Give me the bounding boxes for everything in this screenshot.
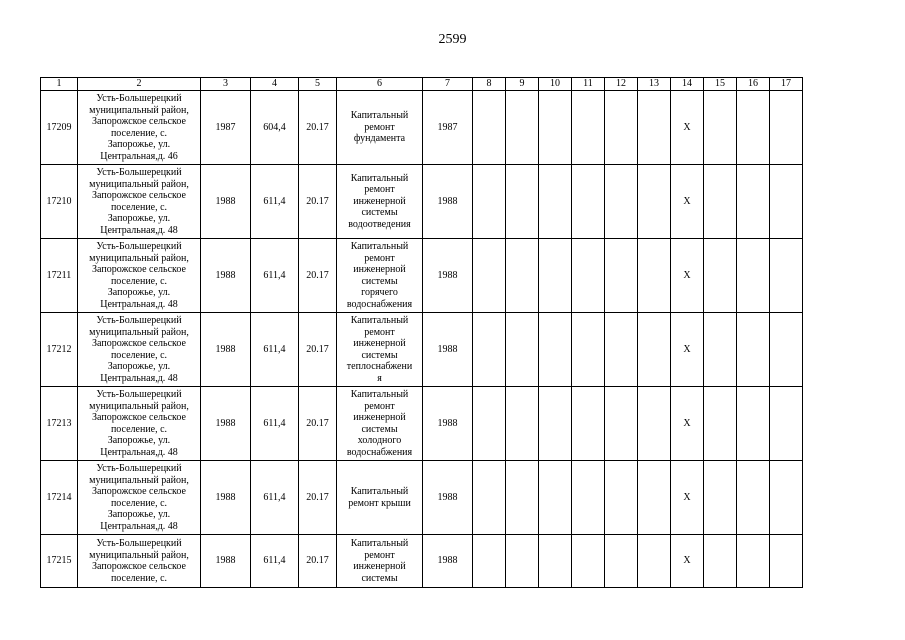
- cell-empty: [638, 239, 671, 313]
- cell-empty: [506, 461, 539, 535]
- cell-work-type: Капитальный ремонт инженерной системы водоотведения: [337, 165, 423, 239]
- column-header: 10: [539, 78, 572, 91]
- column-header: 13: [638, 78, 671, 91]
- cell-empty: [704, 313, 737, 387]
- cell-address: Усть-Большерецкий муниципальный район, Запорожское сельское поселение, с. Запорожье, ул. Центральная,д. 48: [78, 461, 201, 535]
- cell-record-id: 17209: [41, 91, 78, 165]
- cell-area: 611,4: [251, 535, 299, 588]
- cell-empty: [737, 313, 770, 387]
- cell-empty: [770, 387, 803, 461]
- cell-record-id: 17211: [41, 239, 78, 313]
- cell-work-type: Капитальный ремонт инженерной системы: [337, 535, 423, 588]
- cell-address: Усть-Большерецкий муниципальный район, Запорожское сельское поселение, с.: [78, 535, 201, 588]
- cell-area: 604,4: [251, 91, 299, 165]
- column-header: 15: [704, 78, 737, 91]
- cell-empty: [539, 91, 572, 165]
- cell-empty: [473, 165, 506, 239]
- cell-area: 611,4: [251, 239, 299, 313]
- cell-empty: [506, 535, 539, 588]
- cell-empty: [473, 461, 506, 535]
- cell-empty: [572, 313, 605, 387]
- column-header: 2: [78, 78, 201, 91]
- cell-year: 1987: [423, 91, 473, 165]
- cell-record-id: 17215: [41, 535, 78, 588]
- cell-year-built: 1988: [201, 239, 251, 313]
- cell-code: 20.17: [299, 387, 337, 461]
- cell-address: Усть-Большерецкий муниципальный район, Запорожское сельское поселение, с. Запорожье, ул. Центральная,д. 46: [78, 91, 201, 165]
- cell-empty: [539, 239, 572, 313]
- cell-year: 1988: [423, 461, 473, 535]
- cell-mark: X: [671, 239, 704, 313]
- cell-record-id: 17212: [41, 313, 78, 387]
- cell-area: 611,4: [251, 313, 299, 387]
- cell-year-built: 1988: [201, 165, 251, 239]
- cell-code: 20.17: [299, 91, 337, 165]
- cell-empty: [473, 239, 506, 313]
- column-header: 12: [605, 78, 638, 91]
- table-row: [41, 461, 803, 535]
- cell-empty: [506, 165, 539, 239]
- cell-mark: X: [671, 165, 704, 239]
- cell-work-type: Капитальный ремонт крыши: [337, 461, 423, 535]
- cell-empty: [605, 313, 638, 387]
- cell-empty: [638, 387, 671, 461]
- cell-empty: [704, 165, 737, 239]
- cell-mark: X: [671, 535, 704, 588]
- cell-empty: [473, 387, 506, 461]
- cell-empty: [704, 461, 737, 535]
- cell-code: 20.17: [299, 461, 337, 535]
- page-number: 2599: [438, 32, 467, 47]
- column-header: 7: [423, 78, 473, 91]
- column-header: 5: [299, 78, 337, 91]
- column-header: 11: [572, 78, 605, 91]
- cell-empty: [605, 387, 638, 461]
- cell-empty: [506, 387, 539, 461]
- column-header: 9: [506, 78, 539, 91]
- cell-address: Усть-Большерецкий муниципальный район, Запорожское сельское поселение, с. Запорожье, ул. Центральная,д. 48: [78, 313, 201, 387]
- cell-year: 1988: [423, 165, 473, 239]
- cell-empty: [737, 239, 770, 313]
- column-header: 14: [671, 78, 704, 91]
- cell-empty: [539, 387, 572, 461]
- cell-empty: [737, 91, 770, 165]
- cell-empty: [572, 165, 605, 239]
- cell-record-id: 17214: [41, 461, 78, 535]
- cell-empty: [770, 239, 803, 313]
- cell-code: 20.17: [299, 239, 337, 313]
- cell-work-type: Капитальный ремонт инженерной системы теплоснабжени я: [337, 313, 423, 387]
- column-header: 17: [770, 78, 803, 91]
- table-row: [41, 313, 803, 387]
- cell-address: Усть-Большерецкий муниципальный район, Запорожское сельское поселение, с. Запорожье, ул. Центральная,д. 48: [78, 239, 201, 313]
- cell-code: 20.17: [299, 165, 337, 239]
- cell-empty: [770, 313, 803, 387]
- column-header: 4: [251, 78, 299, 91]
- cell-year-built: 1988: [201, 313, 251, 387]
- column-header: 3: [201, 78, 251, 91]
- cell-empty: [605, 165, 638, 239]
- cell-empty: [638, 165, 671, 239]
- cell-empty: [737, 165, 770, 239]
- column-number-row: [41, 78, 803, 91]
- cell-empty: [704, 91, 737, 165]
- column-header: 6: [337, 78, 423, 91]
- cell-empty: [638, 313, 671, 387]
- cell-mark: X: [671, 387, 704, 461]
- cell-empty: [506, 91, 539, 165]
- cell-empty: [506, 313, 539, 387]
- cell-empty: [473, 535, 506, 588]
- cell-empty: [473, 91, 506, 165]
- cell-empty: [605, 535, 638, 588]
- cell-address: Усть-Большерецкий муниципальный район, Запорожское сельское поселение, с. Запорожье, ул. Центральная,д. 48: [78, 165, 201, 239]
- cell-empty: [605, 239, 638, 313]
- column-header: 16: [737, 78, 770, 91]
- table-row: [41, 387, 803, 461]
- cell-area: 611,4: [251, 461, 299, 535]
- cell-mark: X: [671, 313, 704, 387]
- cell-empty: [737, 535, 770, 588]
- cell-empty: [572, 239, 605, 313]
- cell-empty: [770, 535, 803, 588]
- cell-empty: [539, 535, 572, 588]
- cell-empty: [572, 535, 605, 588]
- cell-empty: [737, 461, 770, 535]
- cell-year-built: 1988: [201, 535, 251, 588]
- column-header: 8: [473, 78, 506, 91]
- cell-empty: [605, 461, 638, 535]
- cell-empty: [506, 239, 539, 313]
- table-row: [41, 239, 803, 313]
- table-row: [41, 165, 803, 239]
- cell-area: 611,4: [251, 387, 299, 461]
- column-header: 1: [41, 78, 78, 91]
- cell-address: Усть-Большерецкий муниципальный район, Запорожское сельское поселение, с. Запорожье, ул. Центральная,д. 48: [78, 387, 201, 461]
- cell-work-type: Капитальный ремонт инженерной системы горячего водоснабжения: [337, 239, 423, 313]
- cell-year: 1988: [423, 535, 473, 588]
- cell-empty: [638, 91, 671, 165]
- cell-year: 1988: [423, 313, 473, 387]
- cell-empty: [572, 91, 605, 165]
- cell-work-type: Капитальный ремонт инженерной системы холодного водоснабжения: [337, 387, 423, 461]
- cell-empty: [737, 387, 770, 461]
- cell-empty: [704, 239, 737, 313]
- cell-empty: [572, 387, 605, 461]
- cell-mark: X: [671, 461, 704, 535]
- cell-empty: [539, 461, 572, 535]
- cell-empty: [638, 535, 671, 588]
- cell-empty: [704, 535, 737, 588]
- cell-empty: [473, 313, 506, 387]
- cell-empty: [539, 165, 572, 239]
- cell-area: 611,4: [251, 165, 299, 239]
- table-row: [41, 535, 803, 588]
- cell-empty: [770, 91, 803, 165]
- cell-year: 1988: [423, 239, 473, 313]
- cell-empty: [638, 461, 671, 535]
- cell-work-type: Капитальный ремонт фундамента: [337, 91, 423, 165]
- cell-code: 20.17: [299, 535, 337, 588]
- cell-year-built: 1988: [201, 461, 251, 535]
- cell-year-built: 1988: [201, 387, 251, 461]
- repair-program-table: [40, 77, 803, 588]
- cell-record-id: 17210: [41, 165, 78, 239]
- cell-year: 1988: [423, 387, 473, 461]
- cell-empty: [539, 313, 572, 387]
- cell-empty: [704, 387, 737, 461]
- cell-empty: [770, 165, 803, 239]
- cell-empty: [605, 91, 638, 165]
- cell-record-id: 17213: [41, 387, 78, 461]
- cell-year-built: 1987: [201, 91, 251, 165]
- cell-code: 20.17: [299, 313, 337, 387]
- table-row: [41, 91, 803, 165]
- cell-empty: [770, 461, 803, 535]
- cell-empty: [572, 461, 605, 535]
- cell-mark: X: [671, 91, 704, 165]
